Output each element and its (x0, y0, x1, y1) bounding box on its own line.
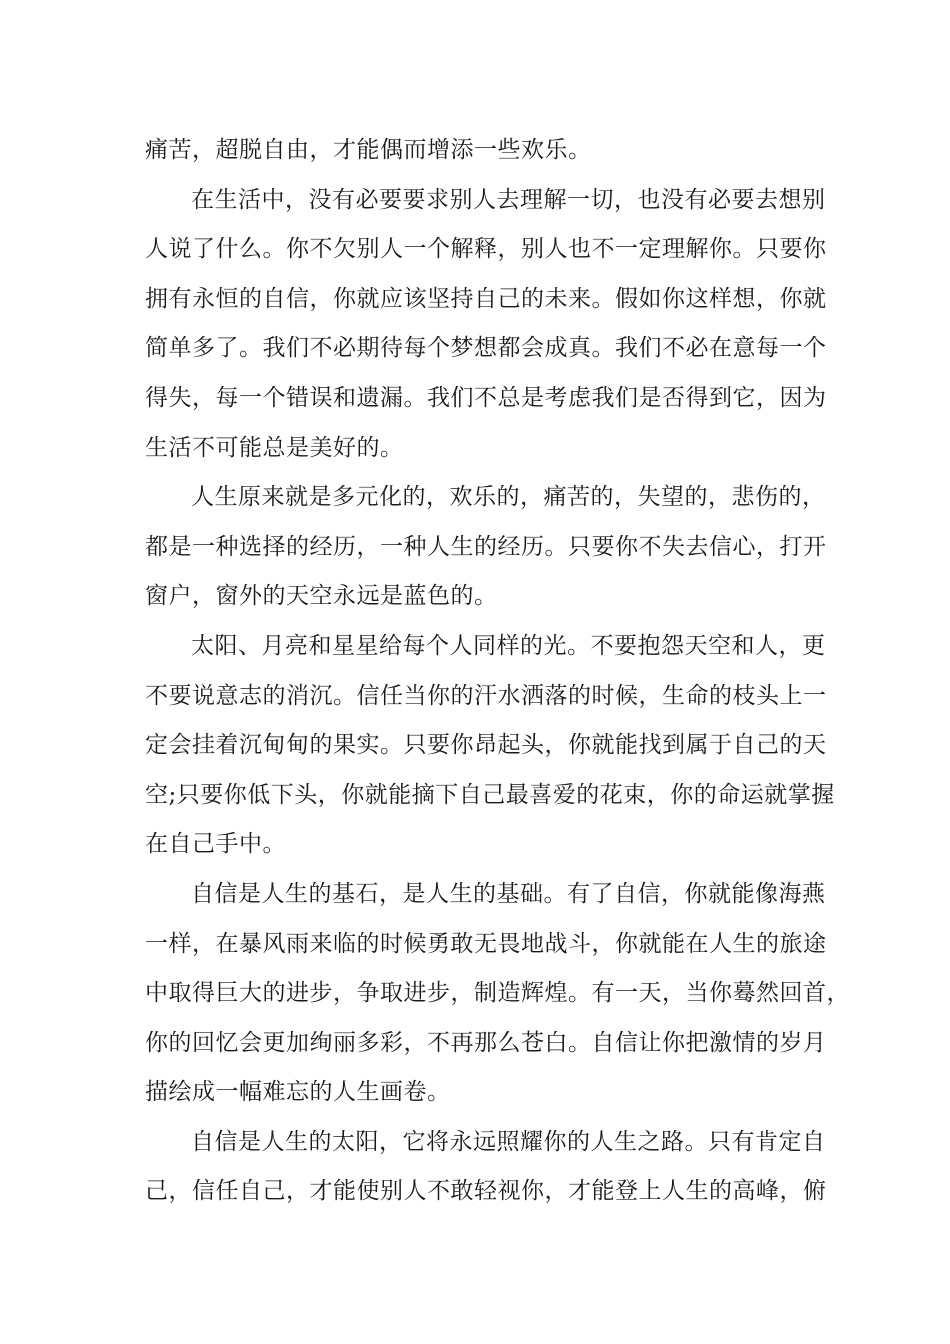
text-line: 得失，每一个错误和遗漏。我们不总是考虑我们是否得到它，因为 (145, 384, 827, 411)
text-line: 人说了什么。你不欠别人一个解释，别人也不一定理解你。只要你 (145, 236, 827, 263)
paragraph-5 (145, 870, 850, 1118)
text-line: 定会挂着沉甸甸的果实。只要你昂起头，你就能找到属于自己的天 (145, 732, 827, 759)
text-line: 中取得巨大的进步，争取进步，制造辉煌。有一天，当你蓦然回首， (145, 980, 850, 1007)
paragraph-1 (145, 126, 805, 176)
paragraph-6 (145, 1118, 827, 1217)
text-line: 生活不可能总是美好的。 (145, 434, 404, 461)
paragraph-4 (145, 622, 835, 870)
text-line: 窗户，窗外的天空永远是蓝色的。 (145, 583, 498, 610)
text-line: 自信是人生的太阳，它将永远照耀你的人生之路。只有肯定自 (191, 1128, 826, 1155)
text-line: 都是一种选择的经历，一种人生的经历。只要你不失去信心，打开 (145, 533, 827, 560)
text-line: 在自己手中。 (145, 831, 286, 858)
text-line: 你的回忆会更加绚丽多彩，不再那么苍白。自信让你把激情的岁月 (145, 1029, 827, 1056)
document-body (145, 126, 850, 1217)
text-line: 一样，在暴风雨来临的时候勇敢无畏地战斗，你就能在人生的旅途 (145, 930, 827, 957)
text-line: 简单多了。我们不必期待每个梦想都会成真。我们不必在意每一个 (145, 335, 827, 362)
text-line: 己，信任自己，才能使别人不敢轻视你，才能登上人生的高峰，俯 (145, 1178, 827, 1205)
text-line: 痛苦，超脱自由，才能偶而增添一些欢乐。 (145, 137, 592, 163)
text-line: 空;只要你低下头，你就能摘下自己最喜爱的花束，你的命运就掌握 (145, 781, 835, 808)
text-line: 在生活中，没有必要要求别人去理解一切，也没有必要去想别 (191, 186, 826, 213)
text-line: 太阳、月亮和星星给每个人同样的光。不要抱怨天空和人，更 (191, 632, 826, 659)
text-line: 人生原来就是多元化的，欢乐的，痛苦的，失望的，悲伤的， (191, 484, 826, 511)
paragraph-3 (145, 473, 827, 622)
text-line: 自信是人生的基石，是人生的基础。有了自信，你就能像海燕 (191, 880, 826, 907)
text-line: 描绘成一幅难忘的人生画卷。 (145, 1079, 451, 1106)
text-line: 拥有永恒的自信，你就应该坚持自己的未来。假如你这样想，你就 (145, 285, 827, 312)
text-line: 不要说意志的消沉。信任当你的汗水洒落的时候，生命的枝头上一 (145, 682, 827, 709)
paragraph-2 (145, 176, 827, 474)
